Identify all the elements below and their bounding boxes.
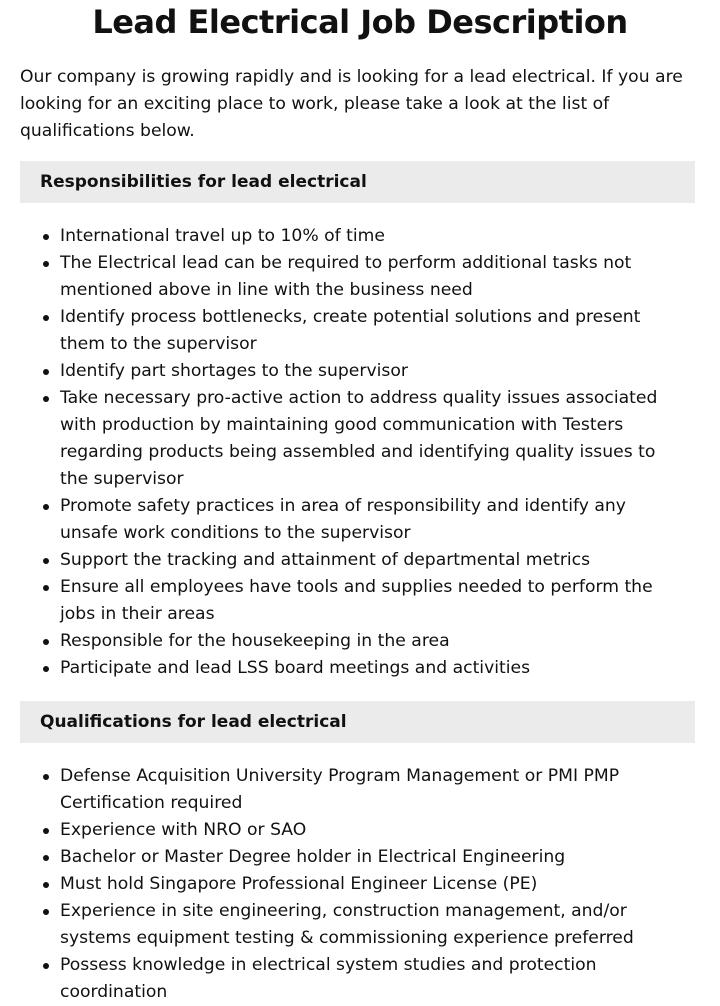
list-item: Must hold Singapore Professional Engineer License (PE) [60, 871, 660, 898]
responsibilities-list [0, 223, 660, 682]
intro-paragraph: Our company is growing rapidly and is looking for a lead electrical. If you are looking for an exciting place to work, please take a look at the list of qualifications below. [20, 67, 683, 141]
list-item: Identify process bottlenecks, create potential solutions and present them to the supervisor [60, 304, 660, 358]
qualifications-list [0, 763, 660, 1006]
list-item: Experience in site engineering, construction management, and/or systems equipment testing & commissioning experience preferred [60, 898, 660, 952]
list-item: The Electrical lead can be required to perform additional tasks not mentioned above in line with the business need [60, 250, 660, 304]
list-item: Ensure all employees have tools and supplies needed to perform the jobs in their areas [60, 574, 660, 628]
list-item: Experience with NRO or SAO [60, 817, 660, 844]
list-item: Defense Acquisition University Program Management or PMI PMP Certification required [60, 763, 660, 817]
list-item: Take necessary pro-active action to address quality issues associated with production by maintaining good communication with Testers regarding products being assembled and identifying quality issues to the supervisor [60, 385, 660, 493]
page-title: Lead Electrical Job Description [92, 3, 628, 41]
list-item: Participate and lead LSS board meetings and activities [60, 655, 660, 682]
list-item: Bachelor or Master Degree holder in Electrical Engineering [60, 844, 660, 871]
list-item: Possess knowledge in electrical system studies and protection coordination [60, 952, 660, 1006]
list-item: Responsible for the housekeeping in the area [60, 628, 660, 655]
list-item: Identify part shortages to the supervisor [60, 358, 660, 385]
list-item: Promote safety practices in area of responsibility and identify any unsafe work conditions to the supervisor [60, 493, 660, 547]
qualifications-heading: Qualifications for lead electrical [20, 701, 695, 743]
list-item: Support the tracking and attainment of departmental metrics [60, 547, 660, 574]
responsibilities-heading: Responsibilities for lead electrical [20, 161, 695, 203]
list-item: International travel up to 10% of time [60, 223, 660, 250]
